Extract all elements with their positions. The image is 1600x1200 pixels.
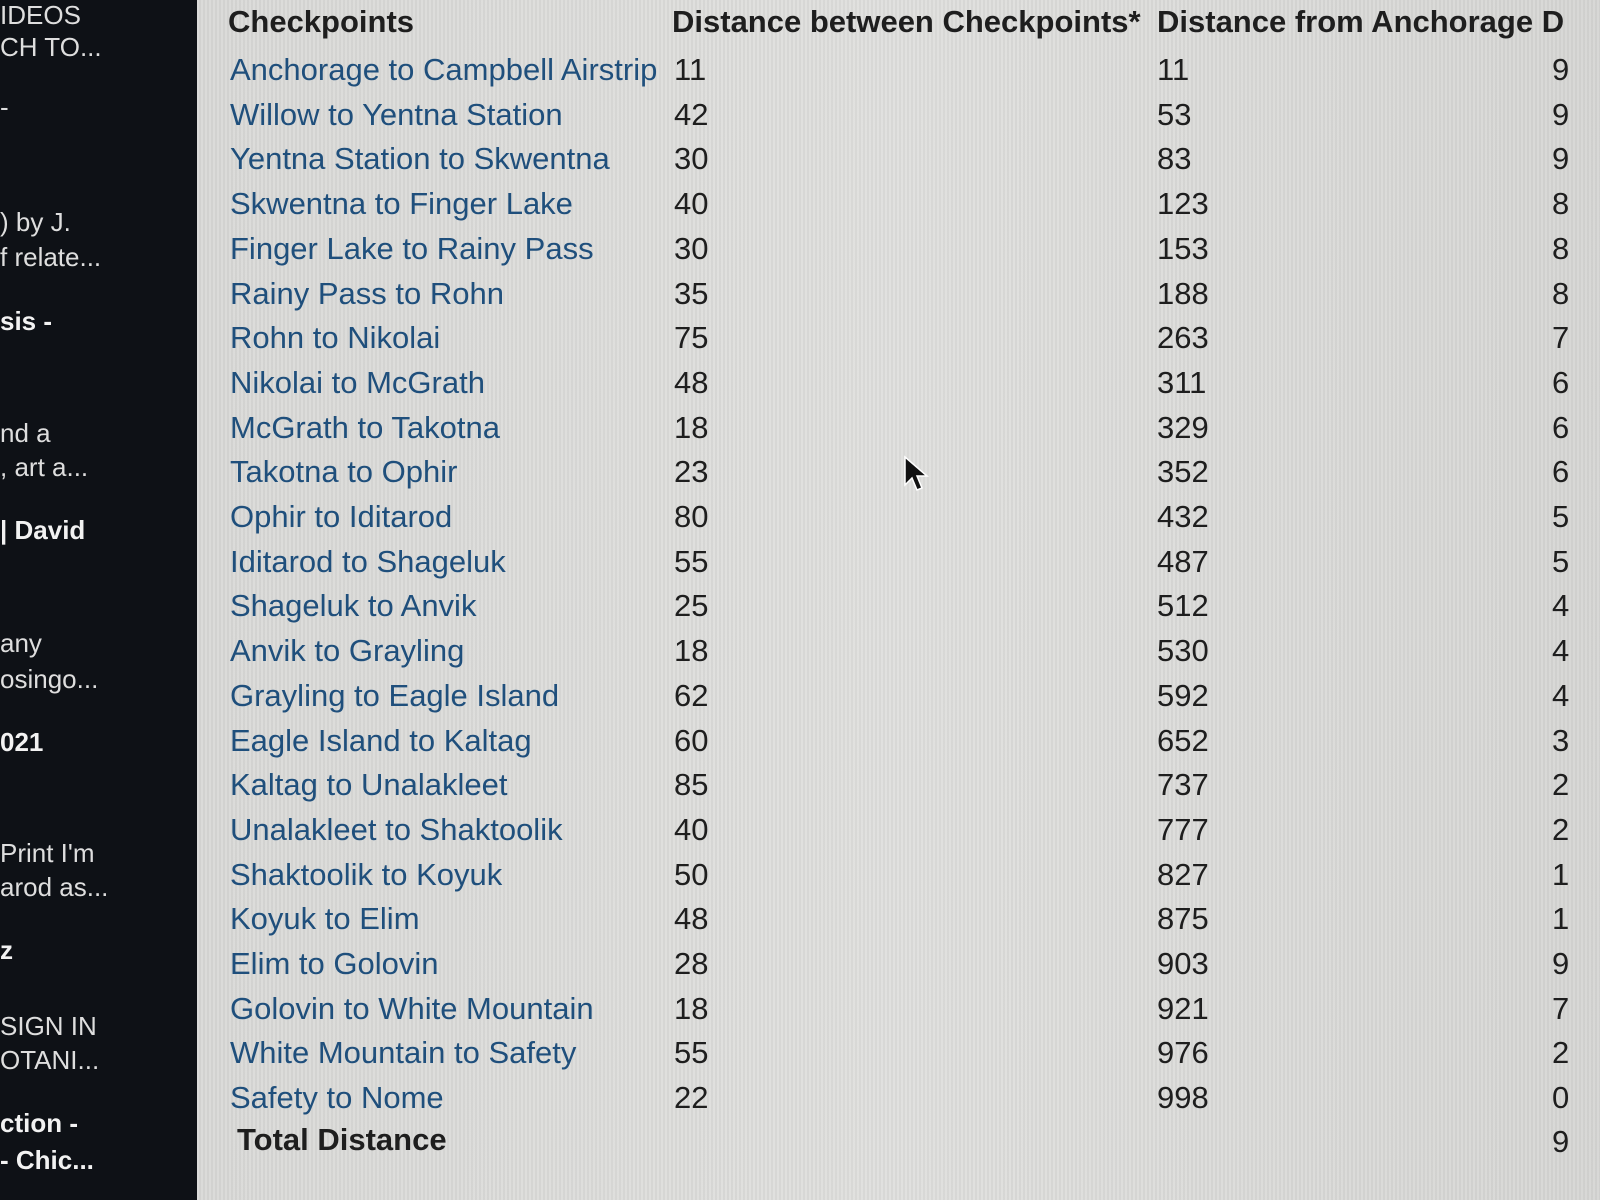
main-content	[197, 0, 1600, 1200]
table-row	[197, 495, 1600, 539]
route-link[interactable]: Anvik to Grayling	[230, 633, 465, 669]
distance-between-cell: 18	[674, 990, 709, 1026]
distance-from-anchorage-cell: 827	[1157, 856, 1209, 892]
table-row	[197, 450, 1600, 494]
distance-between-cell: 18	[674, 633, 709, 669]
cut-off-column-cell: 6	[1552, 364, 1570, 400]
sidebar-line[interactable]: SIGN IN	[0, 1011, 97, 1041]
route-link[interactable]: Willow to Yentna Station	[230, 96, 563, 132]
sidebar-line[interactable]: Print I'm	[0, 838, 95, 868]
sidebar-line[interactable]: ) by J.	[0, 207, 71, 237]
distance-between-cell: 55	[674, 543, 709, 579]
route-link[interactable]: McGrath to Takotna	[230, 409, 500, 445]
table-row	[197, 48, 1600, 92]
distance-between-cell: 11	[674, 52, 707, 87]
table-row	[197, 1031, 1600, 1075]
table-row	[197, 182, 1600, 226]
cut-off-column-cell: 7	[1552, 320, 1570, 356]
route-link[interactable]: Takotna to Ophir	[230, 454, 458, 490]
table-row	[197, 987, 1600, 1031]
distance-between-cell: 42	[674, 96, 709, 132]
table-row	[197, 629, 1600, 673]
distance-from-anchorage-cell: 512	[1157, 588, 1209, 624]
table-row	[197, 808, 1600, 852]
route-link[interactable]: Ophir to Iditarod	[230, 499, 453, 534]
route-link[interactable]: Eagle Island to Kaltag	[230, 722, 532, 758]
route-link[interactable]: Skwentna to Finger Lake	[230, 186, 573, 222]
cut-off-column-cell: 4	[1552, 633, 1570, 669]
cut-off-column-cell: 1	[1552, 901, 1570, 937]
header-checkpoints: Checkpoints	[228, 4, 415, 39]
distance-from-anchorage-cell: 652	[1157, 722, 1209, 758]
distance-between-cell: 25	[674, 588, 709, 624]
distance-between-cell: 40	[674, 811, 709, 847]
cut-off-column-cell: 2	[1552, 767, 1570, 803]
distance-from-anchorage-cell: 53	[1157, 96, 1192, 132]
distance-between-cell: 75	[674, 320, 709, 356]
sidebar-line[interactable]: , art a...	[0, 452, 89, 482]
distance-between-cell: 50	[674, 856, 709, 892]
table-row	[197, 674, 1600, 718]
table-row	[197, 227, 1600, 271]
table-row	[197, 361, 1600, 405]
cut-off-column-cell: 6	[1552, 454, 1570, 490]
cut-off-column-cell: 6	[1552, 409, 1570, 445]
mouse-pointer-icon	[902, 455, 932, 495]
distance-from-anchorage-cell: 777	[1157, 811, 1209, 847]
route-link[interactable]: White Mountain to Safety	[230, 1035, 577, 1071]
cut-off-column-cell: 2	[1552, 811, 1570, 847]
cut-off-column-cell: 8	[1552, 230, 1570, 266]
distance-between-cell: 48	[674, 901, 709, 937]
distance-between-cell: 48	[674, 364, 709, 400]
cut-off-column-cell: 1	[1552, 856, 1570, 892]
table-row	[197, 137, 1600, 181]
route-link[interactable]: Shageluk to Anvik	[230, 588, 477, 624]
sidebar-line[interactable]: OTANI...	[0, 1045, 100, 1075]
cut-off-column-cell: 9	[1552, 52, 1570, 87]
cut-off-column-cell: 5	[1552, 543, 1570, 579]
cut-off-column-cell: 4	[1552, 677, 1570, 713]
cut-off-column-cell: 9	[1552, 96, 1570, 132]
route-link[interactable]: Koyuk to Elim	[230, 901, 420, 937]
route-link[interactable]: Shaktoolik to Koyuk	[230, 856, 503, 892]
table-row	[197, 540, 1600, 584]
sidebar-line[interactable]: - Chic...	[0, 1145, 94, 1175]
distance-from-anchorage-cell: 592	[1157, 677, 1209, 713]
distance-from-anchorage-cell: 903	[1157, 946, 1209, 981]
distance-between-cell: 40	[674, 186, 709, 222]
sidebar-line[interactable]: | David	[0, 515, 86, 545]
distance-from-anchorage-cell: 329	[1157, 409, 1209, 445]
cut-off-column-cell: 8	[1552, 275, 1570, 311]
table-row	[197, 272, 1600, 316]
sidebar-line[interactable]: osingo...	[0, 664, 99, 694]
table-row	[197, 93, 1600, 137]
sidebar-line[interactable]: CH TO...	[0, 32, 102, 62]
route-link[interactable]: Anchorage to Campbell Airstrip	[230, 52, 658, 87]
distance-between-cell: 28	[674, 946, 709, 981]
route-link[interactable]: Kaltag to Unalakleet	[230, 767, 508, 803]
distance-from-anchorage-cell: 352	[1157, 454, 1209, 490]
sidebar-line[interactable]: IDEOS	[0, 0, 81, 30]
distance-between-cell: 62	[674, 677, 709, 713]
distance-from-anchorage-cell: 875	[1157, 901, 1209, 937]
total-distance-label: Total Distance	[237, 1122, 447, 1157]
sidebar-line[interactable]: sis -	[0, 306, 53, 336]
distance-from-anchorage-cell: 263	[1157, 320, 1209, 356]
cut-off-column-cell: 5	[1552, 499, 1570, 534]
table-row	[197, 719, 1600, 763]
route-link[interactable]: Iditarod to Shageluk	[230, 543, 506, 579]
distance-from-anchorage-cell: 11	[1157, 52, 1190, 87]
sidebar-line[interactable]: nd a	[0, 418, 51, 448]
table-row	[197, 406, 1600, 450]
cut-off-column-cell: 8	[1552, 186, 1570, 222]
table-row	[197, 1076, 1600, 1120]
distance-from-anchorage-cell: 83	[1157, 141, 1192, 177]
distance-between-cell: 60	[674, 722, 709, 758]
table-row	[197, 853, 1600, 897]
distance-from-anchorage-cell: 432	[1157, 499, 1209, 534]
route-link[interactable]: Safety to Nome	[230, 1080, 444, 1116]
sidebar	[0, 0, 197, 1200]
distance-between-cell: 35	[674, 275, 709, 311]
sidebar-line[interactable]: ction -	[0, 1108, 78, 1138]
distance-between-cell: 18	[674, 409, 709, 445]
distance-between-cell: 55	[674, 1035, 709, 1071]
sidebar-line[interactable]: 021	[0, 727, 44, 757]
distance-from-anchorage-cell: 123	[1157, 186, 1209, 222]
sidebar-line[interactable]: -	[0, 92, 9, 122]
sidebar-line[interactable]: arod as...	[0, 872, 109, 902]
distance-from-anchorage-cell: 153	[1157, 230, 1209, 266]
distance-from-anchorage-cell: 487	[1157, 543, 1209, 579]
distance-between-cell: 23	[674, 454, 709, 490]
distance-from-anchorage-cell: 737	[1157, 767, 1209, 803]
table-row	[197, 316, 1600, 360]
route-link[interactable]: Finger Lake to Rainy Pass	[230, 230, 594, 266]
sidebar-line[interactable]: f relate...	[0, 242, 102, 272]
route-link[interactable]: Golovin to White Mountain	[230, 990, 594, 1026]
route-link[interactable]: Grayling to Eagle Island	[230, 677, 560, 713]
route-link[interactable]: Yentna Station to Skwentna	[230, 141, 610, 177]
cut-off-column-cell: 4	[1552, 588, 1570, 624]
sidebar-line[interactable]: z	[0, 935, 13, 965]
cut-off-column-cell: 3	[1552, 722, 1570, 758]
table-row	[197, 897, 1600, 941]
distance-between-cell: 30	[674, 230, 709, 266]
distance-from-anchorage-cell: 311	[1157, 364, 1207, 400]
cut-off-column-cell: 2	[1552, 1035, 1570, 1071]
distance-from-anchorage-cell: 998	[1157, 1080, 1209, 1116]
header-distance-from-anchorage: Distance from Anchorage D	[1157, 4, 1565, 39]
table-row	[197, 942, 1600, 986]
distance-between-cell: 22	[674, 1080, 709, 1116]
table-row	[197, 763, 1600, 807]
total-distance-edge-value: 9	[1552, 1124, 1570, 1159]
cut-off-column-cell: 0	[1552, 1080, 1570, 1116]
distance-from-anchorage-cell: 530	[1157, 633, 1209, 669]
distance-from-anchorage-cell: 921	[1157, 990, 1209, 1026]
route-link[interactable]: Elim to Golovin	[230, 946, 439, 981]
cut-off-column-cell: 9	[1552, 946, 1570, 981]
cut-off-column-cell: 7	[1552, 990, 1570, 1026]
distance-between-cell: 80	[674, 499, 709, 534]
distance-between-cell: 30	[674, 141, 709, 177]
cut-off-column-cell: 9	[1552, 141, 1570, 177]
route-link[interactable]: Rainy Pass to Rohn	[230, 275, 504, 311]
distance-between-cell: 85	[674, 767, 709, 803]
route-link[interactable]: Rohn to Nikolai	[230, 320, 441, 356]
route-link[interactable]: Unalakleet to Shaktoolik	[230, 811, 563, 847]
route-link[interactable]: Nikolai to McGrath	[230, 364, 485, 400]
distance-from-anchorage-cell: 188	[1157, 275, 1209, 311]
sidebar-line[interactable]: any	[0, 628, 42, 658]
table-row	[197, 584, 1600, 628]
distance-from-anchorage-cell: 976	[1157, 1035, 1209, 1071]
header-distance-between: Distance between Checkpoints*	[672, 4, 1141, 39]
